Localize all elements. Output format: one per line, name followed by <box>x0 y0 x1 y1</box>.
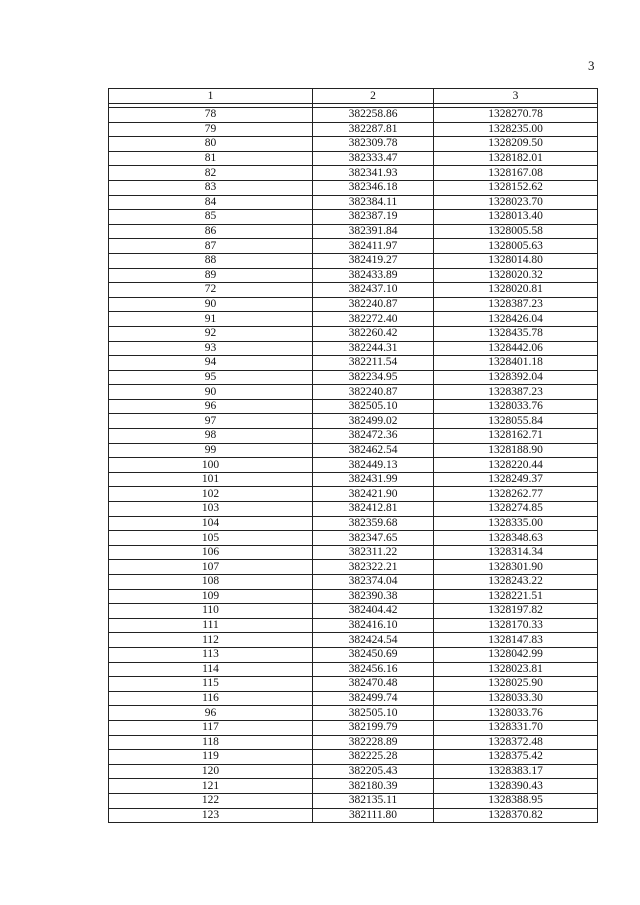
point-number-cell: 112 <box>109 633 313 648</box>
x-coordinate-cell: 382456.16 <box>313 662 434 677</box>
x-coordinate-cell: 382374.04 <box>313 575 434 590</box>
x-coordinate-cell: 382411.97 <box>313 239 434 254</box>
y-coordinate-cell: 1328147.83 <box>434 633 598 648</box>
table-row <box>109 429 598 444</box>
y-coordinate-cell: 1328023.81 <box>434 662 598 677</box>
x-coordinate-cell: 382287.81 <box>313 122 434 137</box>
x-coordinate-cell: 382431.99 <box>313 472 434 487</box>
y-coordinate-cell: 1328314.34 <box>434 545 598 560</box>
x-coordinate-cell: 382450.69 <box>313 647 434 662</box>
point-number-cell: 113 <box>109 647 313 662</box>
point-number-cell: 100 <box>109 458 313 473</box>
table-header <box>109 89 598 104</box>
y-coordinate-cell: 1328167.08 <box>434 166 598 181</box>
x-coordinate-cell: 382416.10 <box>313 618 434 633</box>
point-number-cell: 99 <box>109 443 313 458</box>
x-coordinate-cell: 382505.10 <box>313 399 434 414</box>
point-number-cell: 94 <box>109 356 313 371</box>
y-coordinate-cell: 1328262.77 <box>434 487 598 502</box>
x-coordinate-cell: 382433.89 <box>313 268 434 283</box>
x-coordinate-cell: 382205.43 <box>313 764 434 779</box>
x-coordinate-cell: 382424.54 <box>313 633 434 648</box>
x-coordinate-cell: 382111.80 <box>313 808 434 823</box>
x-coordinate-cell: 382384.11 <box>313 195 434 210</box>
table-row <box>109 137 598 152</box>
table-row <box>109 341 598 356</box>
y-coordinate-cell: 1328162.71 <box>434 429 598 444</box>
table-row <box>109 239 598 254</box>
y-coordinate-cell: 1328274.85 <box>434 502 598 517</box>
y-coordinate-cell: 1328197.82 <box>434 604 598 619</box>
point-number-cell: 114 <box>109 662 313 677</box>
y-coordinate-cell: 1328249.37 <box>434 472 598 487</box>
y-coordinate-cell: 1328033.76 <box>434 399 598 414</box>
table-row <box>109 677 598 692</box>
table-row <box>109 253 598 268</box>
table-row <box>109 385 598 400</box>
y-coordinate-cell: 1328392.04 <box>434 370 598 385</box>
x-coordinate-cell: 382244.31 <box>313 341 434 356</box>
table-row <box>109 691 598 706</box>
point-number-cell: 82 <box>109 166 313 181</box>
table-row <box>109 283 598 298</box>
point-number-cell: 79 <box>109 122 313 137</box>
point-number-cell: 115 <box>109 677 313 692</box>
x-coordinate-cell: 382437.10 <box>313 283 434 298</box>
y-coordinate-cell: 1328042.99 <box>434 647 598 662</box>
x-coordinate-cell: 382421.90 <box>313 487 434 502</box>
table-row <box>109 808 598 823</box>
x-coordinate-cell: 382390.38 <box>313 589 434 604</box>
page-number: 3 <box>588 58 595 73</box>
coordinates-table <box>108 88 598 823</box>
x-coordinate-cell: 382240.87 <box>313 385 434 400</box>
point-number-cell: 85 <box>109 210 313 225</box>
y-coordinate-cell: 1328020.81 <box>434 283 598 298</box>
x-coordinate-cell: 382505.10 <box>313 706 434 721</box>
y-coordinate-cell: 1328348.63 <box>434 531 598 546</box>
table-row <box>109 560 598 575</box>
x-coordinate-cell: 382347.65 <box>313 531 434 546</box>
point-number-cell: 95 <box>109 370 313 385</box>
table-body <box>109 104 598 823</box>
point-number-cell: 108 <box>109 575 313 590</box>
header-cell-1: 1 <box>109 89 313 104</box>
x-coordinate-cell: 382359.68 <box>313 516 434 531</box>
y-coordinate-cell: 1328383.17 <box>434 764 598 779</box>
table-row <box>109 297 598 312</box>
header-cell-3: 3 <box>434 89 598 104</box>
y-coordinate-cell: 1328182.01 <box>434 151 598 166</box>
point-number-cell: 101 <box>109 472 313 487</box>
y-coordinate-cell: 1328387.23 <box>434 385 598 400</box>
table-row <box>109 735 598 750</box>
point-number-cell: 88 <box>109 253 313 268</box>
point-number-cell: 78 <box>109 108 313 123</box>
x-coordinate-cell: 382499.02 <box>313 414 434 429</box>
x-coordinate-cell: 382391.84 <box>313 224 434 239</box>
y-coordinate-cell: 1328005.58 <box>434 224 598 239</box>
x-coordinate-cell: 382333.47 <box>313 151 434 166</box>
table-row <box>109 618 598 633</box>
x-coordinate-cell: 382341.93 <box>313 166 434 181</box>
point-number-cell: 80 <box>109 137 313 152</box>
point-number-cell: 109 <box>109 589 313 604</box>
point-number-cell: 119 <box>109 750 313 765</box>
point-number-cell: 90 <box>109 297 313 312</box>
x-coordinate-cell: 382180.39 <box>313 779 434 794</box>
table-row <box>109 166 598 181</box>
y-coordinate-cell: 1328221.51 <box>434 589 598 604</box>
table-row <box>109 502 598 517</box>
y-coordinate-cell: 1328335.00 <box>434 516 598 531</box>
y-coordinate-cell: 1328220.44 <box>434 458 598 473</box>
x-coordinate-cell: 382462.54 <box>313 443 434 458</box>
x-coordinate-cell: 382260.42 <box>313 326 434 341</box>
y-coordinate-cell: 1328387.23 <box>434 297 598 312</box>
point-number-cell: 93 <box>109 341 313 356</box>
point-number-cell: 84 <box>109 195 313 210</box>
x-coordinate-cell: 382309.78 <box>313 137 434 152</box>
table-row <box>109 312 598 327</box>
point-number-cell: 92 <box>109 326 313 341</box>
table-row <box>109 268 598 283</box>
table-row <box>109 633 598 648</box>
x-coordinate-cell: 382135.11 <box>313 793 434 808</box>
x-coordinate-cell: 382199.79 <box>313 720 434 735</box>
y-coordinate-cell: 1328390.43 <box>434 779 598 794</box>
table-row <box>109 370 598 385</box>
table-row <box>109 706 598 721</box>
table-row <box>109 399 598 414</box>
y-coordinate-cell: 1328442.06 <box>434 341 598 356</box>
table-row <box>109 589 598 604</box>
table-row <box>109 779 598 794</box>
y-coordinate-cell: 1328014.80 <box>434 253 598 268</box>
y-coordinate-cell: 1328188.90 <box>434 443 598 458</box>
point-number-cell: 117 <box>109 720 313 735</box>
header-cell-2: 2 <box>313 89 434 104</box>
y-coordinate-cell: 1328270.78 <box>434 108 598 123</box>
x-coordinate-cell: 382449.13 <box>313 458 434 473</box>
table-row <box>109 720 598 735</box>
point-number-cell: 121 <box>109 779 313 794</box>
point-number-cell: 96 <box>109 399 313 414</box>
table-row <box>109 108 598 123</box>
point-number-cell: 96 <box>109 706 313 721</box>
x-coordinate-cell: 382404.42 <box>313 604 434 619</box>
x-coordinate-cell: 382311.22 <box>313 545 434 560</box>
x-coordinate-cell: 382225.28 <box>313 750 434 765</box>
x-coordinate-cell: 382470.48 <box>313 677 434 692</box>
table-row <box>109 647 598 662</box>
y-coordinate-cell: 1328243.22 <box>434 575 598 590</box>
point-number-cell: 81 <box>109 151 313 166</box>
y-coordinate-cell: 1328023.70 <box>434 195 598 210</box>
x-coordinate-cell: 382272.40 <box>313 312 434 327</box>
table-row <box>109 793 598 808</box>
x-coordinate-cell: 382211.54 <box>313 356 434 371</box>
table-row <box>109 750 598 765</box>
table-row <box>109 764 598 779</box>
x-coordinate-cell: 382322.21 <box>313 560 434 575</box>
x-coordinate-cell: 382499.74 <box>313 691 434 706</box>
x-coordinate-cell: 382234.95 <box>313 370 434 385</box>
point-number-cell: 118 <box>109 735 313 750</box>
x-coordinate-cell: 382472.36 <box>313 429 434 444</box>
y-coordinate-cell: 1328033.76 <box>434 706 598 721</box>
x-coordinate-cell: 382419.27 <box>313 253 434 268</box>
y-coordinate-cell: 1328435.78 <box>434 326 598 341</box>
point-number-cell: 105 <box>109 531 313 546</box>
point-number-cell: 83 <box>109 180 313 195</box>
y-coordinate-cell: 1328025.90 <box>434 677 598 692</box>
point-number-cell: 123 <box>109 808 313 823</box>
point-number-cell: 87 <box>109 239 313 254</box>
x-coordinate-cell: 382412.81 <box>313 502 434 517</box>
y-coordinate-cell: 1328235.00 <box>434 122 598 137</box>
table-row <box>109 516 598 531</box>
point-number-cell: 106 <box>109 545 313 560</box>
point-number-cell: 111 <box>109 618 313 633</box>
table-row <box>109 122 598 137</box>
table-row <box>109 151 598 166</box>
x-coordinate-cell: 382240.87 <box>313 297 434 312</box>
x-coordinate-cell: 382387.19 <box>313 210 434 225</box>
y-coordinate-cell: 1328033.30 <box>434 691 598 706</box>
x-coordinate-cell: 382346.18 <box>313 180 434 195</box>
point-number-cell: 90 <box>109 385 313 400</box>
table-row <box>109 414 598 429</box>
point-number-cell: 110 <box>109 604 313 619</box>
y-coordinate-cell: 1328020.32 <box>434 268 598 283</box>
point-number-cell: 86 <box>109 224 313 239</box>
y-coordinate-cell: 1328170.33 <box>434 618 598 633</box>
point-number-cell: 97 <box>109 414 313 429</box>
table-row <box>109 487 598 502</box>
table-row <box>109 210 598 225</box>
y-coordinate-cell: 1328152.62 <box>434 180 598 195</box>
point-number-cell: 116 <box>109 691 313 706</box>
point-number-cell: 98 <box>109 429 313 444</box>
y-coordinate-cell: 1328055.84 <box>434 414 598 429</box>
table-row <box>109 604 598 619</box>
y-coordinate-cell: 1328388.95 <box>434 793 598 808</box>
y-coordinate-cell: 1328209.50 <box>434 137 598 152</box>
y-coordinate-cell: 1328372.48 <box>434 735 598 750</box>
table-row <box>109 472 598 487</box>
table-row <box>109 195 598 210</box>
y-coordinate-cell: 1328401.18 <box>434 356 598 371</box>
point-number-cell: 89 <box>109 268 313 283</box>
table-row <box>109 545 598 560</box>
table-row <box>109 326 598 341</box>
point-number-cell: 107 <box>109 560 313 575</box>
point-number-cell: 91 <box>109 312 313 327</box>
point-number-cell: 102 <box>109 487 313 502</box>
table-row <box>109 180 598 195</box>
x-coordinate-cell: 382228.89 <box>313 735 434 750</box>
point-number-cell: 72 <box>109 283 313 298</box>
point-number-cell: 104 <box>109 516 313 531</box>
y-coordinate-cell: 1328426.04 <box>434 312 598 327</box>
x-coordinate-cell: 382258.86 <box>313 108 434 123</box>
y-coordinate-cell: 1328370.82 <box>434 808 598 823</box>
point-number-cell: 120 <box>109 764 313 779</box>
table-row <box>109 443 598 458</box>
table-row <box>109 356 598 371</box>
point-number-cell: 103 <box>109 502 313 517</box>
table-row <box>109 224 598 239</box>
point-number-cell: 122 <box>109 793 313 808</box>
table-row <box>109 458 598 473</box>
y-coordinate-cell: 1328301.90 <box>434 560 598 575</box>
table-row <box>109 575 598 590</box>
y-coordinate-cell: 1328013.40 <box>434 210 598 225</box>
table-row <box>109 531 598 546</box>
header-row <box>109 89 598 104</box>
y-coordinate-cell: 1328375.42 <box>434 750 598 765</box>
y-coordinate-cell: 1328005.63 <box>434 239 598 254</box>
y-coordinate-cell: 1328331.70 <box>434 720 598 735</box>
table-row <box>109 662 598 677</box>
